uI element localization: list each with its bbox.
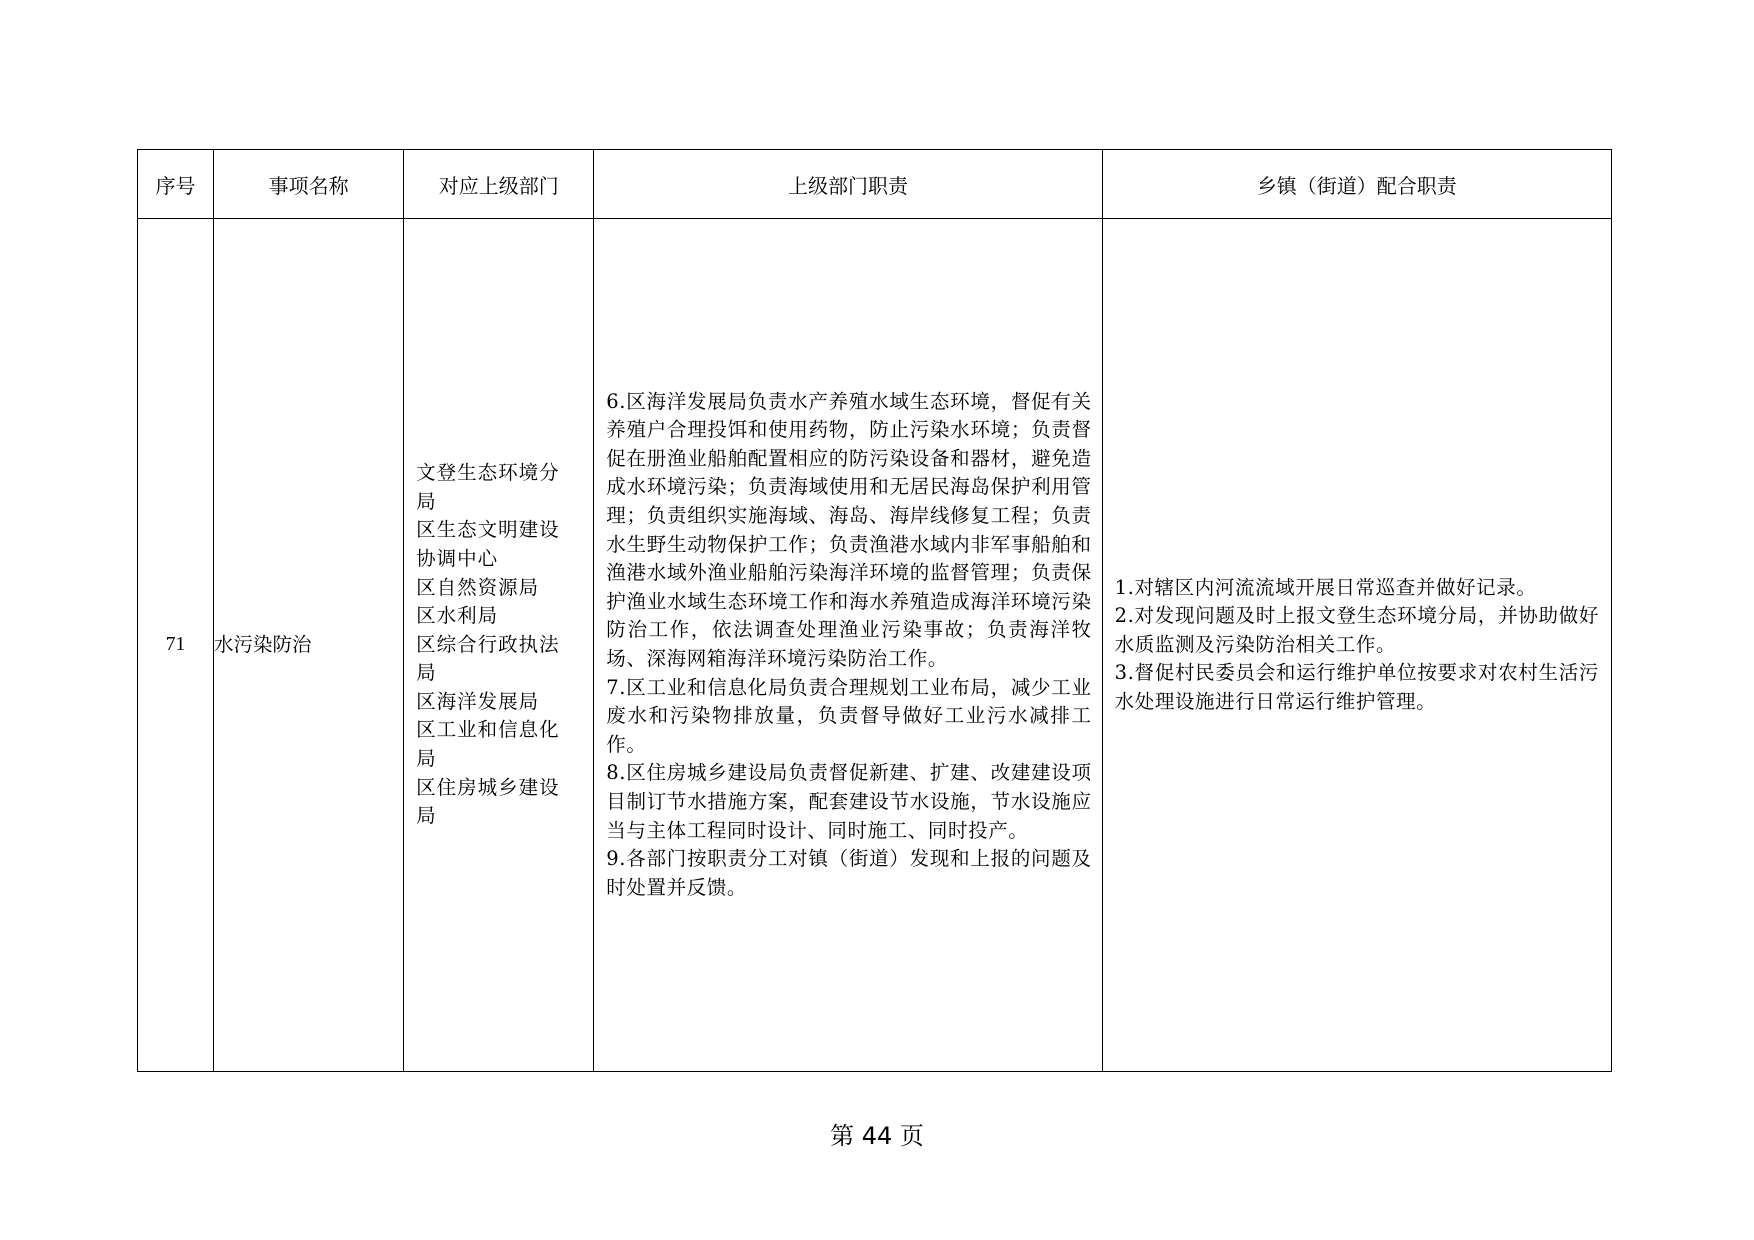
department-item: 文登生态环境分局 xyxy=(416,461,560,513)
header-item-name: 事项名称 xyxy=(214,150,404,219)
row-item-name: 水污染防治 xyxy=(214,219,404,1072)
page-number: 第 44 页 xyxy=(830,1122,924,1150)
duty-table xyxy=(137,149,1612,1072)
header-number: 序号 xyxy=(138,150,214,219)
department-item: 区水利局 xyxy=(416,604,499,628)
town-duty-item: 3.督促村民委员会和运行维护单位按要求对农村生活污水处理设施进行日常运行维护管理。 xyxy=(1114,661,1599,713)
town-duty-item: 1.对辖区内河流流域开展日常巡查并做好记录。 xyxy=(1114,575,1537,599)
department-item: 区综合行政执法局 xyxy=(416,632,560,685)
header-upper-duties: 上级部门职责 xyxy=(594,150,1102,219)
table-header-row xyxy=(138,150,1612,219)
row-number: 71 xyxy=(138,219,214,1072)
upper-duty-item: 9.各部门按职责分工对镇（街道）发现和上报的问题及时处置并反馈。 xyxy=(606,847,1092,899)
table-row xyxy=(138,219,1612,1072)
department-item: 区生态文明建设协调中心 xyxy=(416,518,560,570)
department-item: 区住房城乡建设局 xyxy=(416,775,560,828)
upper-duty-item: 6.区海洋发展局负责水产养殖水域生态环境，督促有关养殖户合理投饵和使用药物，防止污染水环境；负责督促在册渔业船舶配置相应的防污染设备和器材，避免造成水环境污染；负责海域使用和无居民海岛保护利用管理；负责组织实施海域、海岛、海岸线修复工程；负责水生野生动物保护工作；负责渔港水域内非军事船舶和渔港水域外渔业船舶污染海洋环境的监督管理；负责保护渔业水域生态环境工作和海水养殖造成海洋环境污染防治工作，依法调查处理渔业污染事故；负责海洋牧场、深海网箱海洋环境污染防治工作。 xyxy=(606,389,1092,670)
upper-duty-item: 7.区工业和信息化局负责合理规划工业布局，减少工业废水和污染物排放量，负责督导做好工业污水减排工作。 xyxy=(606,675,1092,756)
town-duty-item: 2.对发现问题及时上报文登生态环境分局，并协助做好水质监测及污染防治相关工作。 xyxy=(1114,604,1599,656)
row-town-duties xyxy=(1102,219,1611,1072)
row-departments xyxy=(404,219,594,1072)
department-item: 区海洋发展局 xyxy=(416,689,540,713)
upper-duty-item: 8.区住房城乡建设局负责督促新建、扩建、改建建设项目制订节水措施方案，配套建设节水设施，节水设施应当与主体工程同时设计、同时施工、同时投产。 xyxy=(606,761,1092,842)
department-item: 区工业和信息化局 xyxy=(416,718,560,771)
header-department: 对应上级部门 xyxy=(404,150,594,219)
department-item: 区自然资源局 xyxy=(416,575,540,599)
row-upper-duties xyxy=(594,219,1102,1072)
header-town-duties: 乡镇（街道）配合职责 xyxy=(1102,150,1611,219)
